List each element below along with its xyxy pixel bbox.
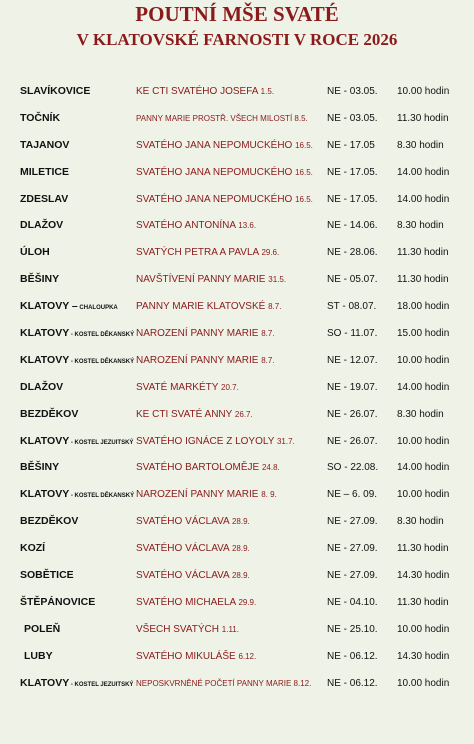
feast-name <box>136 380 239 395</box>
mass-date: NE - 03.05. <box>327 112 378 124</box>
mass-date: ST - 08.07. <box>327 301 377 313</box>
feast-label: SVATÉHO VÁCLAVA <box>136 543 230 555</box>
feast-name <box>136 353 275 368</box>
feast-day: 1.11. <box>221 624 239 634</box>
place-name <box>20 218 63 235</box>
feast-name <box>136 245 279 260</box>
mass-date: NE - 06.12. <box>327 650 378 662</box>
feast-day: 24.8. <box>261 463 280 473</box>
place-name <box>24 649 53 666</box>
page-subtitle: V KLATOVSKÉ FARNOSTI V ROCE 2026 <box>76 30 398 49</box>
place-label: POLEŇ <box>24 622 61 635</box>
feast-name <box>136 541 250 556</box>
schedule-row <box>0 239 474 266</box>
place-label: ÚLOH <box>20 246 50 259</box>
mass-date: NE - 12.07. <box>327 354 378 366</box>
feast-name <box>136 111 308 126</box>
place-name <box>20 326 134 343</box>
place-label: BĚŠINY <box>20 461 60 474</box>
feast-day: 16.5. <box>295 194 313 204</box>
mass-date: NE - 14.06. <box>327 220 378 232</box>
feast-name <box>136 84 274 99</box>
mass-time: 11.30 hodin <box>397 596 449 608</box>
place-church-label: - KOSTEL JEZUITSKÝ <box>69 439 134 446</box>
feast-day: 8.12. <box>293 678 312 688</box>
mass-date: NE - 17.05. <box>327 166 378 178</box>
mass-date: NE - 26.07. <box>327 435 378 447</box>
feast-day: 29.9. <box>238 597 257 607</box>
feast-label: NEPOSKVRNĚNÉ POČETÍ PANNY MARIE <box>136 678 292 688</box>
feast-label: SVATÉHO BARTOLOMĚJE <box>136 462 260 474</box>
feast-day: 28.9. <box>231 544 250 554</box>
place-name <box>20 353 134 370</box>
feast-label: VŠECH SVATÝCH <box>136 623 219 635</box>
mass-time: 10.00 hodin <box>397 86 450 97</box>
place-name <box>20 514 78 531</box>
feast-day: 8.7. <box>268 302 282 312</box>
mass-time: 8.30 hodin <box>397 139 444 151</box>
feast-name <box>136 460 280 475</box>
schedule-row <box>0 589 474 616</box>
mass-time: 14.30 hodin <box>397 650 450 662</box>
mass-time: 15.00 hodin <box>397 328 450 340</box>
mass-time: 10.00 hodin <box>397 623 450 635</box>
feast-name <box>136 595 256 610</box>
place-label: TAJANOV <box>20 138 70 151</box>
place-label: MILETICE <box>20 165 69 178</box>
mass-date: NE - 06.12. <box>327 677 378 689</box>
place-name <box>20 299 118 316</box>
feast-day: 28.9. <box>231 517 250 527</box>
feast-label: SVATÉHO MICHAELA <box>136 596 236 608</box>
mass-date: NE - 26.07. <box>327 408 378 420</box>
feast-label: SVATÉHO VÁCLAVA <box>136 570 230 582</box>
mass-date: NE - 17.05 <box>327 139 375 151</box>
mass-date: NE - 27.09. <box>327 570 378 582</box>
mass-time: 14.00 hodin <box>397 462 450 474</box>
place-label: LUBY <box>24 649 53 662</box>
place-label: BĚŠINY <box>20 273 60 286</box>
schedule-row <box>0 643 474 670</box>
feast-label: SVATÉ MARKÉTY <box>136 381 219 393</box>
mass-time: 8.30 hodin <box>397 220 444 232</box>
place-label: BEZDĚKOV <box>20 407 79 420</box>
mass-date: SO - 22.08. <box>327 462 379 474</box>
place-label: KLATOVY <box>20 327 70 340</box>
mass-date: NE - 04.10. <box>327 596 378 608</box>
place-label: DLAŽOV <box>20 380 64 393</box>
feast-name <box>136 272 286 287</box>
place-name <box>20 165 69 182</box>
schedule-row <box>0 535 474 562</box>
feast-name <box>136 407 253 422</box>
place-church-label: - KOSTEL DĚKANSKÝ <box>69 493 135 500</box>
feast-day: 31.5. <box>268 275 287 285</box>
feast-name <box>136 218 256 233</box>
place-label: KOZÍ <box>20 542 46 555</box>
mass-time: 14.00 hodin <box>397 193 450 205</box>
schedule-row <box>0 132 474 159</box>
place-name <box>20 192 68 209</box>
place-name <box>20 434 133 451</box>
feast-name <box>136 676 311 691</box>
place-name <box>20 84 90 101</box>
schedule-row <box>0 78 474 105</box>
feast-name <box>136 487 277 502</box>
place-label: DLAŽOV <box>20 219 64 232</box>
feast-label: SVATÉHO JANA NEPOMUCKÉHO <box>136 166 293 178</box>
schedule-row <box>0 562 474 589</box>
place-church-label: - KOSTEL JEZUITSKÝ <box>69 681 134 688</box>
feast-day: 28.9. <box>231 571 250 581</box>
feast-name <box>136 192 313 207</box>
place-label: KLATOVY <box>20 434 70 447</box>
feast-label: SVATÉHO VÁCLAVA <box>136 516 230 528</box>
feast-day: 1.5. <box>260 87 275 96</box>
schedule-row <box>0 159 474 186</box>
schedule-row <box>0 616 474 643</box>
mass-time: 10.00 hodin <box>397 354 450 366</box>
place-label: ŠTĚPÁNOVICE <box>20 595 96 608</box>
schedule-row <box>0 401 474 428</box>
mass-time: 14.30 hodin <box>397 570 450 582</box>
mass-time: 10.00 hodin <box>397 435 450 447</box>
schedule-row <box>0 481 474 508</box>
feast-label: KE CTI SVATÉ ANNY <box>136 408 233 420</box>
mass-date: NE - 05.07. <box>327 274 378 286</box>
feast-name <box>136 299 281 314</box>
place-name <box>20 272 59 289</box>
schedule-row <box>0 266 474 293</box>
feast-name <box>136 649 256 664</box>
mass-time: 14.00 hodin <box>397 166 450 178</box>
mass-time: 18.00 hodin <box>397 301 450 313</box>
mass-date: NE – 6. 09. <box>327 489 378 501</box>
feast-name <box>136 622 239 637</box>
feast-name <box>136 326 275 341</box>
place-label: BEZDĚKOV <box>20 515 79 528</box>
place-label: KLATOVY – <box>20 300 78 313</box>
place-name <box>20 541 45 558</box>
mass-time: 10.00 hodin <box>397 489 450 501</box>
feast-label: SVATÝCH PETRA A PAVLA <box>136 247 259 259</box>
place-label: KLATOVY <box>20 488 70 501</box>
feast-day: 31.7. <box>276 436 295 446</box>
place-name <box>20 568 74 585</box>
feast-label: SVATÉHO IGNÁCE Z LOYOLY <box>136 435 275 447</box>
feast-name <box>136 138 313 153</box>
schedule-row <box>0 428 474 455</box>
feast-label: KE CTI SVATÉHO JOSEFA <box>136 86 258 97</box>
place-name <box>20 460 59 477</box>
mass-time: 11.30 hodin <box>397 274 449 286</box>
schedule-row <box>0 508 474 535</box>
mass-date: NE - 25.10. <box>327 623 378 635</box>
feast-label: SVATÉHO JANA NEPOMUCKÉHO <box>136 193 293 205</box>
place-name <box>24 622 60 639</box>
feast-label: SVATÉHO JANA NEPOMUCKÉHO <box>136 139 293 151</box>
feast-day: 16.5. <box>295 140 313 150</box>
place-label: ZDESLAV <box>20 192 69 205</box>
mass-time: 10.00 hodin <box>397 677 450 689</box>
place-name <box>20 245 50 262</box>
mass-time: 11.30 hodin <box>397 112 449 124</box>
place-name <box>20 487 134 504</box>
page-title: POUTNÍ MŠE SVATÉ <box>135 2 339 26</box>
feast-label: NAROZENÍ PANNY MARIE <box>136 489 259 501</box>
mass-time: 11.30 hodin <box>397 247 449 259</box>
schedule-row <box>0 212 474 239</box>
place-name <box>20 380 63 397</box>
place-name <box>20 595 95 612</box>
feast-name <box>136 434 295 449</box>
mass-time: 14.00 hodin <box>397 381 450 393</box>
place-label: TOČNÍK <box>20 111 61 124</box>
schedule-row <box>0 320 474 347</box>
feast-day: 13.6. <box>238 221 257 231</box>
feast-name <box>136 165 313 180</box>
feast-label: SVATÉHO ANTONÍNA <box>136 220 236 232</box>
schedule-row <box>0 454 474 481</box>
schedule-row <box>0 670 474 697</box>
mass-date: NE - 27.09. <box>327 543 378 555</box>
mass-time: 8.30 hodin <box>397 408 444 420</box>
feast-label: NAROZENÍ PANNY MARIE <box>136 328 259 340</box>
feast-day: 20.7. <box>221 382 239 392</box>
feast-day: 26.7. <box>234 409 253 419</box>
mass-date: NE - 28.06. <box>327 247 378 259</box>
place-name <box>20 676 133 693</box>
feast-day: 29.6. <box>261 248 280 258</box>
place-name <box>20 407 78 424</box>
mass-time: 11.30 hodin <box>397 543 449 555</box>
place-church-label: - KOSTEL DĚKANSKÝ <box>69 358 135 365</box>
mass-date: NE - 27.09. <box>327 516 378 528</box>
feast-day: 8.7. <box>261 329 275 339</box>
mass-date: NE - 17.05. <box>327 193 378 205</box>
feast-day: 16.5. <box>295 167 313 177</box>
schedule-row <box>0 105 474 132</box>
mass-date: SO - 11.07. <box>327 328 378 340</box>
feast-label: PANNY MARIE KLATOVSKÉ <box>136 301 266 313</box>
place-name <box>20 111 60 128</box>
schedule-row <box>0 186 474 213</box>
feast-name <box>136 568 250 583</box>
place-label: KLATOVY <box>20 353 70 366</box>
schedule-row <box>0 293 474 320</box>
schedule-row <box>0 347 474 374</box>
mass-time: 8.30 hodin <box>397 516 444 528</box>
feast-label: SVATÉHO MIKULÁŠE <box>136 650 236 662</box>
feast-day: 8. 9. <box>261 490 277 500</box>
feast-day: 8.7. <box>261 355 275 365</box>
feast-label: PANNY MARIE PROSTŘ. VŠECH MILOSTÍ <box>136 113 293 123</box>
mass-date: NE - 19.07. <box>327 381 378 393</box>
place-church-label: - KOSTEL DĚKANSKÝ <box>69 332 135 339</box>
feast-day: 8.5. <box>294 113 308 123</box>
feast-label: NAVŠTÍVENÍ PANNY MARIE <box>136 274 266 286</box>
schedule-row <box>0 374 474 401</box>
place-church-label: CHALOUPKA <box>77 305 118 312</box>
place-label: SOBĚTICE <box>20 569 74 582</box>
schedule-list <box>0 78 474 696</box>
feast-name <box>136 514 250 529</box>
feast-label: NAROZENÍ PANNY MARIE <box>136 354 259 366</box>
place-label: SLAVÍKOVICE <box>20 85 91 97</box>
place-name <box>20 138 69 155</box>
place-label: KLATOVY <box>20 676 70 689</box>
mass-date: NE - 03.05. <box>327 86 378 97</box>
feast-day: 6.12. <box>238 651 257 661</box>
